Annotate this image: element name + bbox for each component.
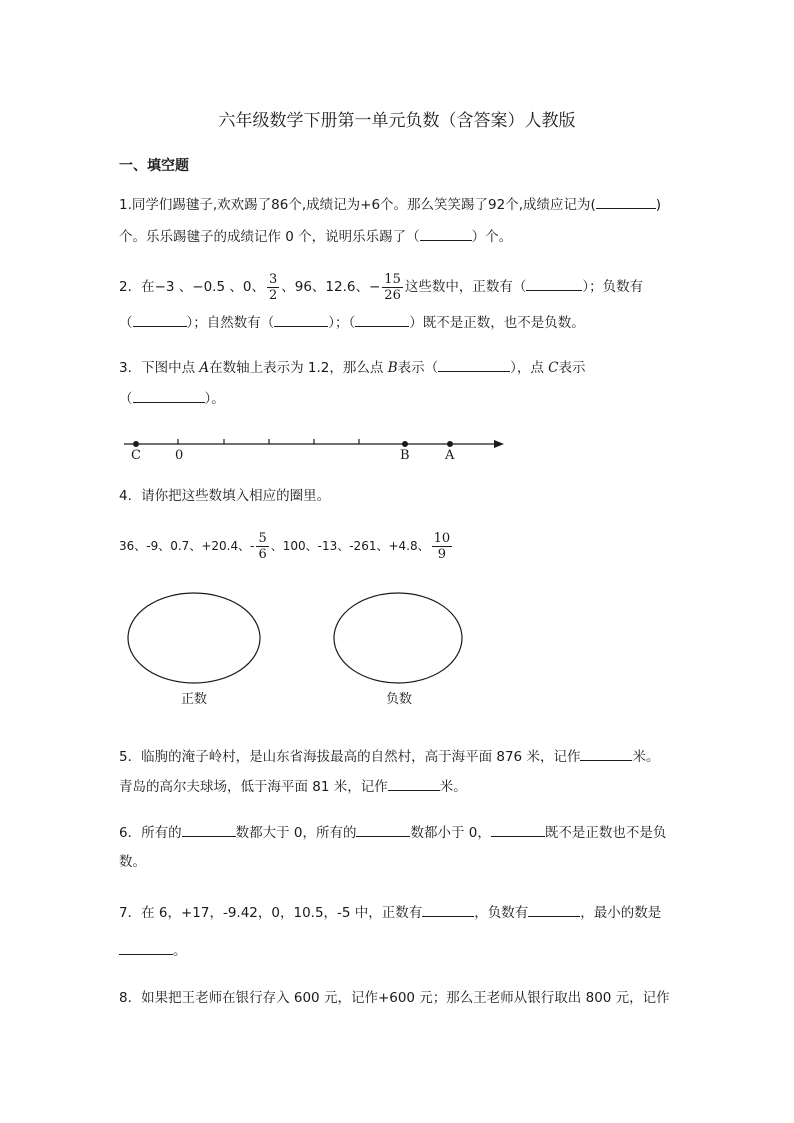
label-zero: 0 [175,448,184,463]
answer-blank[interactable] [528,902,580,917]
point-b [402,441,408,447]
point-a [447,441,453,447]
negative-circle [334,593,462,683]
fraction-15-26: $\frac{15}{26}$ [384,271,401,303]
answer-blank[interactable] [182,822,236,837]
positive-label: 正数 [181,692,208,707]
question-3-line-2: （ ）。 [119,388,225,409]
answer-blank[interactable] [355,312,409,327]
negative-label: 负数 [386,692,413,707]
question-5-line-1: 5．临朐的淹子岭村，是山东省海拔最高的自然村，高于海平面 876 米，记作 米。 [119,746,659,767]
answer-blank[interactable] [491,822,545,837]
label-a: A [445,448,455,463]
question-8-line-1: 8．如果把王老师在银行存入 600 元，记作+600 元；那么王老师从银行取出 800 元，记作 [119,990,670,1006]
label-c: C [131,448,141,463]
question-7-line-1: 7．在 6，+17，-9.42，0，10.5，-5 中，正数有 ，负数有 ，最小的数是 [119,902,661,923]
question-4-numbers: 36、-9、0.7、+20.4、- $\frac{5}{6}$ 、100、-13、-261、+4.8、 $\frac{10}{9}$ [119,531,451,562]
question-7-line-2: 。 [119,940,187,961]
positive-circle [128,593,260,683]
question-2-line-2: （ ）；自然数有（ ）；（ ）既不是正数，也不是负数。 [119,312,585,333]
fraction-5-6: $\frac{5}{6}$ [258,531,267,562]
question-1-line-1: 1.同学们踢毽子,欢欢踢了86个,成绩记为+6个。那么笑笑踢了92个,成绩应记为( ) [119,194,661,215]
point-c [133,441,139,447]
fraction-10-9: $\frac{10}{9}$ [433,531,451,562]
answer-blank[interactable] [580,746,632,761]
answer-blank[interactable] [420,226,472,241]
question-1-line-2: 个。乐乐踢毽子的成绩记作 0 个，说明乐乐踢了（ ）个。 [119,226,512,247]
section-heading: 一、填空题 [119,158,189,174]
answer-blank[interactable] [388,776,440,791]
question-4-prompt: 4．请你把这些数填入相应的圈里。 [119,488,331,504]
answer-blank[interactable] [526,276,582,291]
page-title: 六年级数学下册第一单元负数（含答案）人教版 [218,111,576,131]
label-b: B [400,448,410,463]
answer-blank[interactable] [274,312,328,327]
number-line-arrow [494,440,504,448]
fraction-3-2: $\frac{3}{2}$ [268,271,278,303]
question-2-line-1: 2．在−3 、−0.5 、0、 $\frac{3}{2}$ 、96、12.6、− $\frac{15}{26}$ 这些数中，正数有（ ）；负数有 [119,271,644,303]
answer-blank[interactable] [596,194,656,209]
answer-blank[interactable] [356,822,410,837]
question-3-line-1: 3．下图中点 A在数轴上表示为 1.2，那么点 B表示（ ），点 C表示 [119,357,586,378]
answer-blank[interactable] [438,357,510,372]
answer-blank[interactable] [422,902,474,917]
answer-blank[interactable] [133,388,205,403]
question-6-line-2: 数。 [119,854,146,870]
answer-blank[interactable] [133,312,187,327]
question-5-line-2: 青岛的高尔夫球场，低于海平面 81 米，记作 米。 [119,776,467,797]
question-6-line-1: 6．所有的 数都大于 0，所有的 数都小于 0， 既不是正数也不是负 [119,822,666,843]
answer-blank[interactable] [119,940,173,955]
